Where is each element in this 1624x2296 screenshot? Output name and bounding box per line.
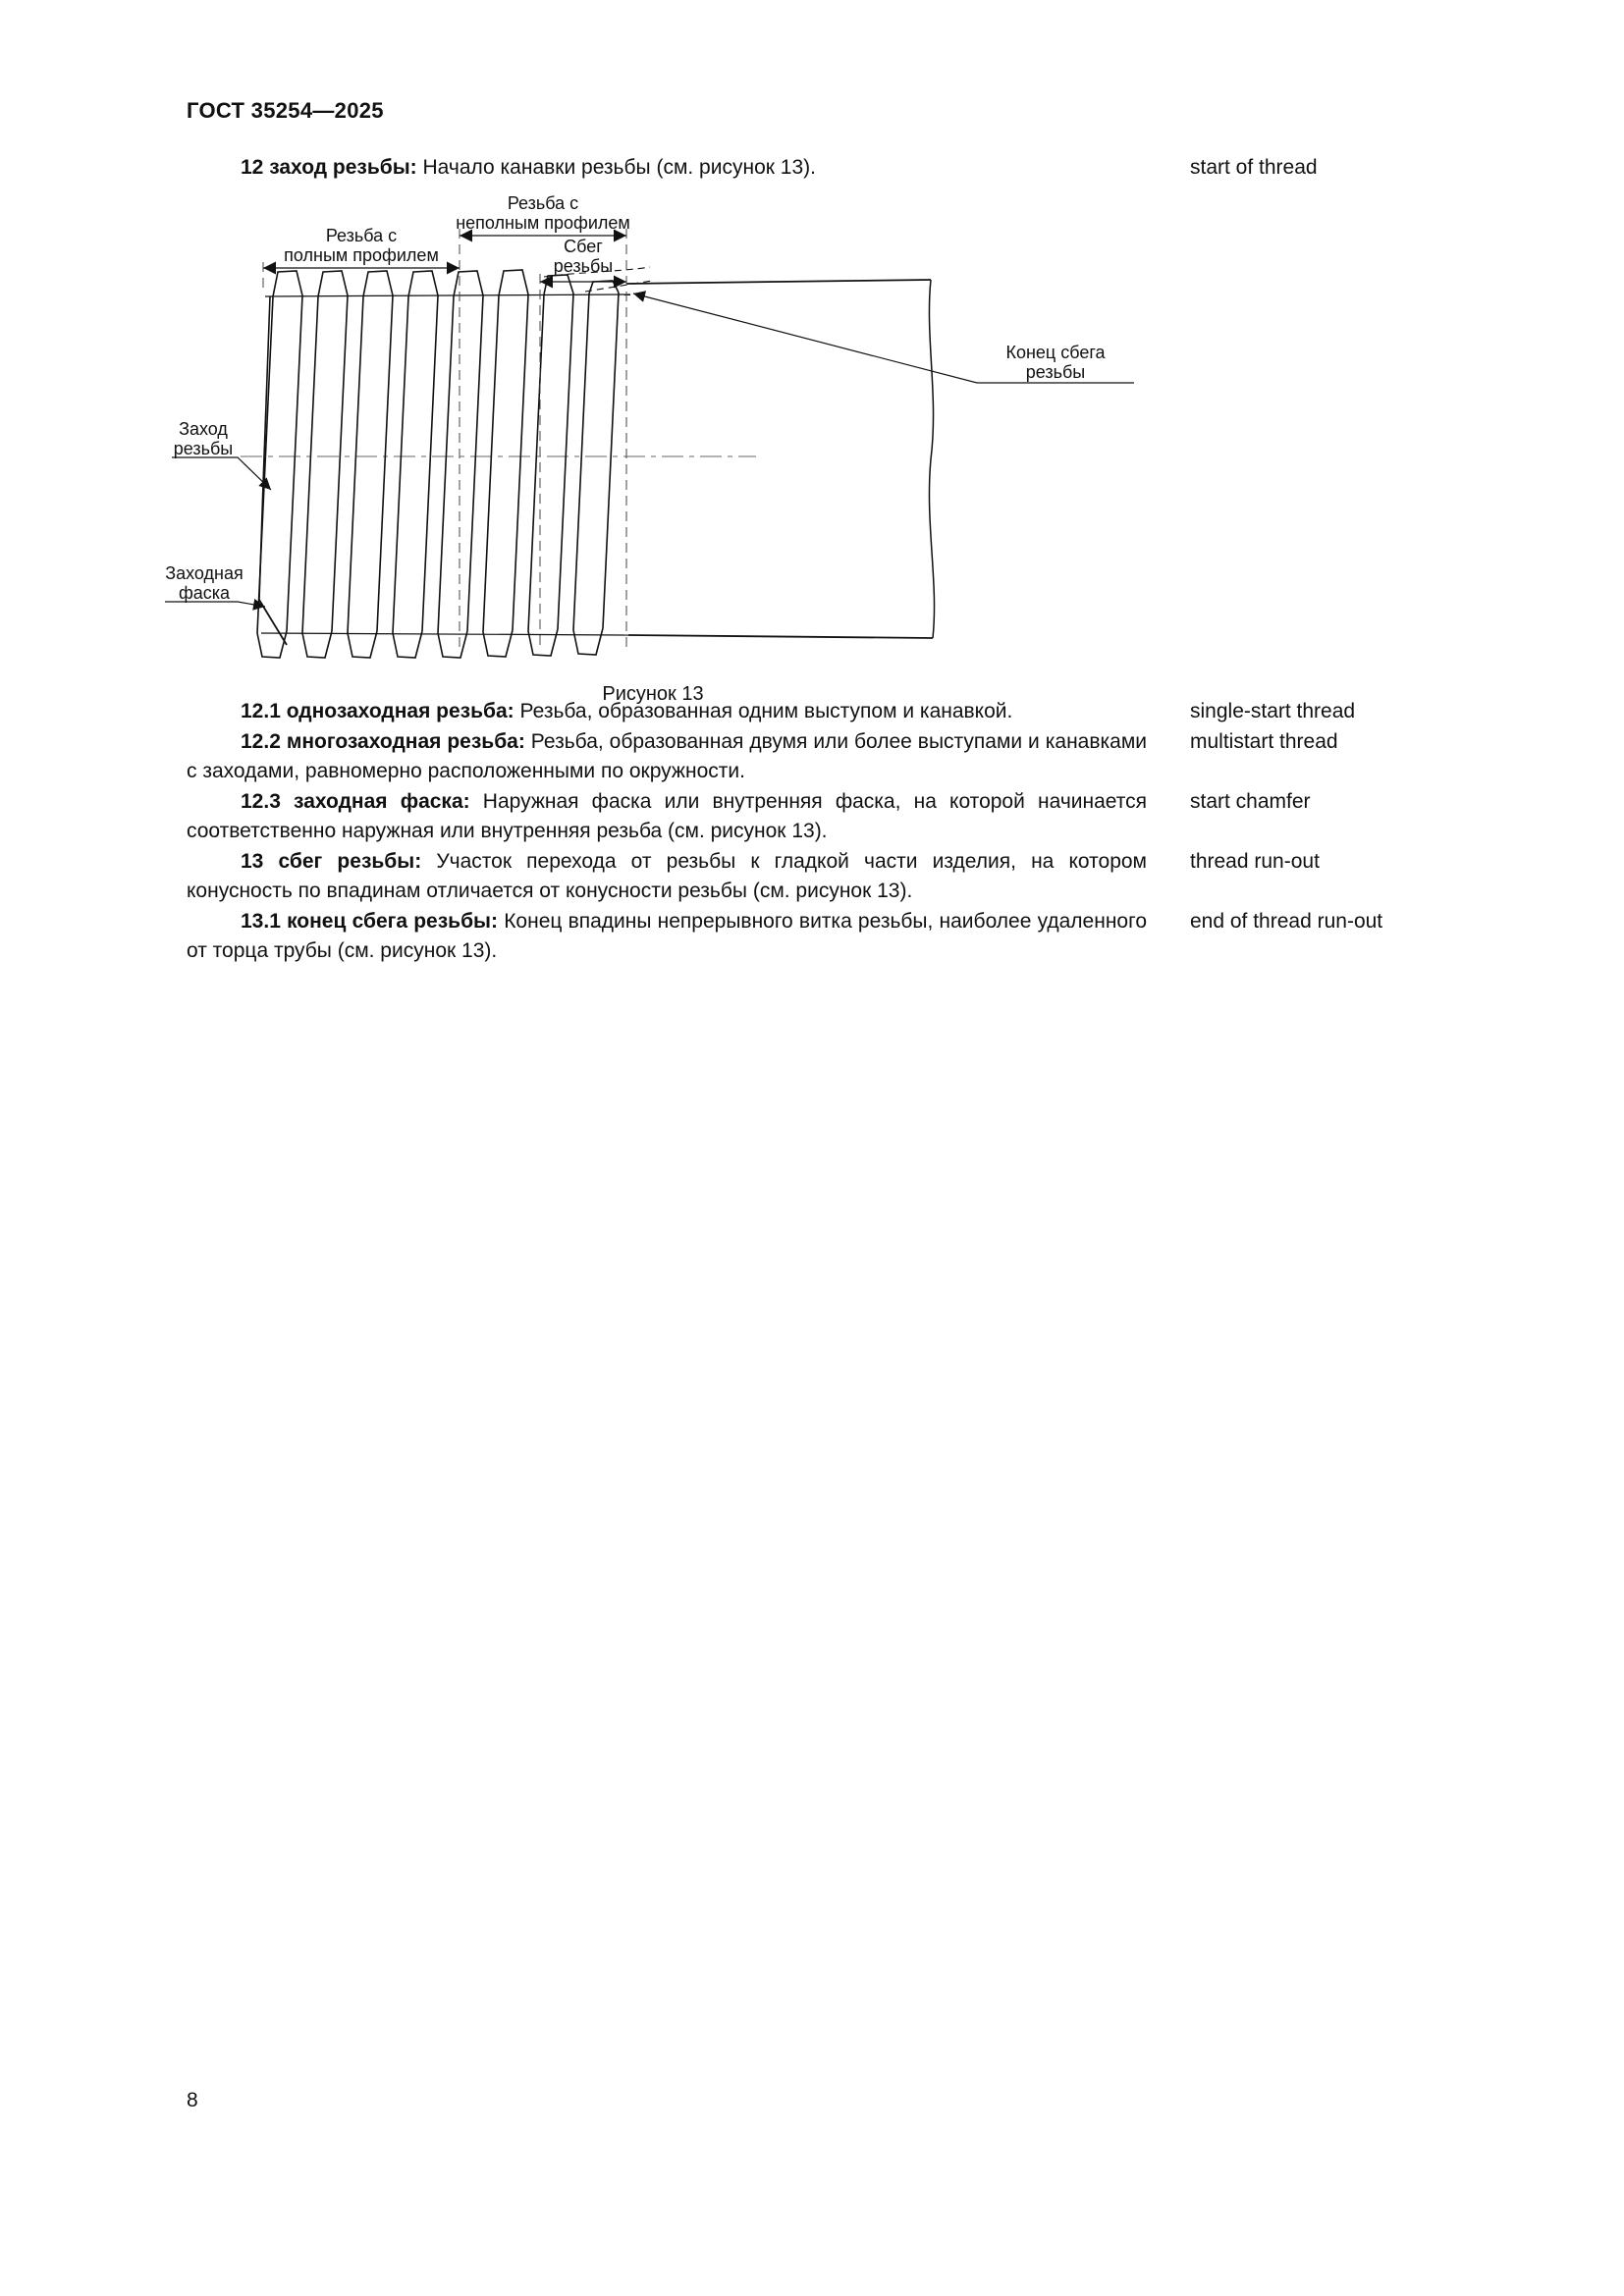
term-definition: Резьба, образованная двумя или более выступами и канавками с заходами, равномерно расположенными по окружности.: [187, 730, 1147, 782]
figure-13: [147, 189, 1159, 706]
page-number: 8: [187, 2089, 198, 2111]
label-runout: резьбы: [553, 256, 614, 276]
figure-caption: Рисунок 13: [602, 683, 704, 705]
label-full-profile: полным профилем: [284, 245, 439, 265]
term-english: start chamfer: [1190, 790, 1311, 813]
document-header: ГОСТ 35254—2025: [187, 98, 384, 123]
term-definition: Конец впадины непрерывного витка резьбы, наиболее удаленного от торца трубы (см. рисунок 13).: [187, 910, 1147, 962]
term-definition: Начало канавки резьбы (см. рисунок 13).: [422, 156, 816, 179]
term-text: [187, 153, 1147, 183]
term-definition: Участок перехода от резьбы к гладкой части изделия, на котором конусность по впадинам отличается от конусности резьбы (см. рисунок 13).: [187, 850, 1147, 902]
label-incomplete-profile: Резьба с: [507, 193, 579, 213]
term-definition: Наружная фаска или внутренняя фаска, на которой начинается соответственно наружная или внутренняя резьба (см. рисунок 13).: [187, 790, 1147, 842]
term-entry-12: [187, 153, 1453, 183]
term-name: конец сбега резьбы:: [287, 910, 498, 933]
term-name: заходная фаска:: [294, 790, 470, 813]
term-english: start of thread: [1190, 156, 1318, 179]
label-end-of-runout: резьбы: [1025, 362, 1086, 382]
thread-diagram: [147, 189, 1159, 677]
term-english: multistart thread: [1190, 730, 1338, 753]
term-number: 13.1: [241, 910, 281, 933]
thread-turns: [257, 270, 619, 658]
term-definition: Резьба, образованная одним выступом и канавкой.: [519, 700, 1013, 722]
terms-list: [187, 697, 1453, 967]
term-text: [187, 907, 1147, 966]
label-thread-start: Заход: [179, 419, 228, 439]
term-number: 12.2: [241, 730, 281, 753]
term-english: thread run-out: [1190, 850, 1320, 873]
term-english: single-start thread: [1190, 700, 1356, 722]
term-number: 13: [241, 850, 264, 873]
term-name: однозаходная резьба:: [286, 700, 514, 722]
term-text: [187, 787, 1147, 846]
label-runout: Сбег: [564, 237, 603, 256]
term-number: 12.3: [241, 790, 281, 813]
term-entry-12-1: [187, 697, 1453, 726]
label-end-of-runout: Конец сбега: [1005, 343, 1106, 362]
label-thread-start: резьбы: [173, 439, 234, 458]
term-name: многозаходная резьба:: [286, 730, 525, 753]
label-chamfer: фаска: [178, 583, 231, 603]
term-text: [187, 727, 1147, 786]
term-entry-12-2: [187, 727, 1453, 786]
label-chamfer: Заходная: [165, 563, 244, 583]
label-full-profile: Резьба с: [325, 226, 398, 245]
extension-lines: [263, 229, 626, 653]
term-name: заход резьбы:: [269, 156, 417, 179]
leader-thread-start: [172, 457, 271, 490]
break-edge: [929, 280, 934, 638]
term-text: [187, 847, 1147, 906]
term-number: 12.1: [241, 700, 281, 722]
term-entry-13: [187, 847, 1453, 906]
term-text: [187, 697, 1147, 726]
term-number: 12: [241, 156, 264, 179]
term-entry-12-3: [187, 787, 1453, 846]
label-incomplete-profile: неполным профилем: [456, 213, 630, 233]
term-entry-13-1: [187, 907, 1453, 966]
term-english: end of thread run-out: [1190, 910, 1383, 933]
term-name: сбег резьбы:: [278, 850, 422, 873]
